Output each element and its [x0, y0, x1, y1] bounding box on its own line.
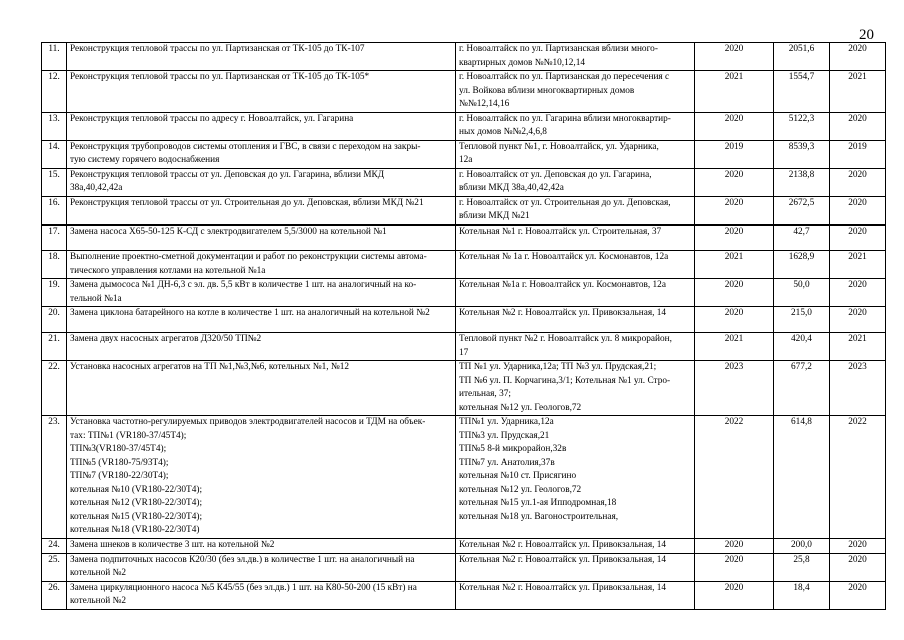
table-row: [42, 251, 886, 279]
location-line: г. Новоалтайск от ул. Строительная до ул. Деповская,: [459, 197, 671, 208]
location-line: Котельная №1а г. Новоалтайск ул. Космонавтов, 12а: [459, 280, 666, 290]
row-number: 24.: [42, 538, 67, 553]
cost-amount: 677,2: [774, 361, 830, 416]
cost-amount: 420,4: [774, 333, 830, 361]
location-line: котельная №15 ул.1-ая Ипподромная,18: [459, 498, 617, 508]
measure-location: [456, 333, 695, 361]
start-year: 2023: [695, 361, 774, 416]
table-row: [42, 168, 886, 196]
row-number: 21.: [42, 333, 67, 361]
cost-amount: 2672,5: [774, 196, 830, 225]
location-line: ТП№7 ул. Анатолия,37в: [459, 457, 555, 468]
cost-amount: 1628,9: [774, 251, 830, 279]
cost-amount: 8539,3: [774, 140, 830, 168]
measure-description: [67, 361, 456, 416]
start-year: 2020: [695, 168, 774, 196]
table-row: [42, 71, 886, 113]
location-line: Котельная №1 г. Новоалтайск ул. Строительная, 37: [459, 226, 662, 237]
description-line: ТП№7 (VR180-22/30Т4);: [70, 471, 169, 481]
location-line: г. Новоалтайск по ул. Партизанская до пересечения с: [459, 72, 670, 82]
description-line: Замена двух насосных агрегатов Д320/50 ТП№2: [70, 334, 262, 344]
row-number: 11.: [42, 43, 67, 71]
end-year: 2020: [830, 279, 886, 307]
description-line: Реконструкция трубопроводов системы отопления и ГВС, в связи с переходом на закры-: [70, 141, 421, 152]
start-year: 2020: [695, 196, 774, 225]
end-year: 2023: [830, 361, 886, 416]
start-year: 2020: [695, 307, 774, 333]
end-year: 2020: [830, 196, 886, 225]
measure-description: [67, 71, 456, 113]
measure-description: [67, 538, 456, 553]
table-row: [42, 43, 886, 71]
measure-description: [67, 140, 456, 168]
table-row: [42, 225, 886, 251]
measure-location: [456, 581, 695, 609]
table-body: [42, 43, 886, 610]
start-year: 2020: [695, 43, 774, 71]
description-line: Замена циркуляционного насоса №5 К45/55 (без эл.дв.) 1 шт. на К80-50-200 (15 кВт) на: [70, 582, 417, 593]
description-line: Реконструкция тепловой трассы по ул. Партизанская от ТК-105 до ТК-107: [70, 44, 365, 54]
measure-location: [456, 196, 695, 225]
location-line: г. Новоалтайск от ул. Деповская до ул. Гагарина,: [459, 169, 652, 180]
measure-location: [456, 71, 695, 113]
table-row: [42, 581, 886, 609]
description-line: Замена циклона батарейного на котле в количестве 1 шт. на аналогичный на котельной №2: [70, 308, 430, 318]
cost-amount: 215,0: [774, 307, 830, 333]
page-number: 20: [859, 27, 874, 43]
measure-description: [67, 581, 456, 609]
table-row: [42, 553, 886, 581]
description-line: ТП№5 (VR180-75/93Т4);: [70, 457, 169, 468]
description-line: Замена подпиточных насосов К20/30 (без эл.дв.) в количестве 1 шт. на аналогичный на: [70, 554, 415, 565]
table-row: [42, 279, 886, 307]
table-row: [42, 361, 886, 416]
location-line: квартирных домов №№10,12,14: [459, 57, 586, 68]
description-line: тах: ТП№1 (VR180-37/45Т4);: [70, 430, 187, 441]
start-year: 2021: [695, 71, 774, 113]
table-row: [42, 538, 886, 553]
row-number: 22.: [42, 361, 67, 416]
cost-amount: 200,0: [774, 538, 830, 553]
location-line: котельная №12 ул. Геологов,72: [459, 484, 582, 495]
measure-location: [456, 416, 695, 539]
description-line: котельная №18 (VR180-22/30Т4): [70, 525, 200, 535]
measure-description: [67, 43, 456, 71]
measure-location: [456, 361, 695, 416]
location-line: ТП №6 ул. П. Корчагина,3/1; Котельная №1 ул. Стро-: [459, 375, 671, 386]
start-year: 2022: [695, 416, 774, 539]
description-line: Реконструкция тепловой трассы по адресу г. Новоалтайск, ул. Гагарина: [70, 113, 354, 124]
end-year: 2020: [830, 581, 886, 609]
location-line: котельная №18 ул. Вагоностроительная,: [459, 511, 619, 522]
end-year: 2020: [830, 43, 886, 71]
description-line: Замена насоса Х65-50-125 К-СД с электродвигателем 5,5/3000 на котельной №1: [70, 226, 387, 237]
measure-location: [456, 538, 695, 553]
end-year: 2020: [830, 307, 886, 333]
row-number: 20.: [42, 307, 67, 333]
start-year: 2020: [695, 581, 774, 609]
measure-description: [67, 196, 456, 225]
measure-description: [67, 333, 456, 361]
measure-location: [456, 225, 695, 251]
location-line: вблизи МКД 38а,40,42,42а: [459, 183, 564, 193]
row-number: 26.: [42, 581, 67, 609]
table-row: [42, 140, 886, 168]
row-number: 17.: [42, 225, 67, 251]
location-line: Тепловой пункт №1, г. Новоалтайск, ул. Ударника,: [459, 141, 659, 152]
start-year: 2021: [695, 333, 774, 361]
location-line: ТП№3 ул. Прудская,21: [459, 430, 550, 441]
location-line: Тепловой пункт №2 г. Новоалтайск ул. 8 микрорайон,: [459, 334, 672, 344]
description-line: Реконструкция тепловой трассы от ул. Строительная до ул. Деповская, вблизи МКД №21: [70, 197, 424, 208]
location-line: ительная, 37;: [459, 389, 511, 399]
location-line: Котельная №2 г. Новоалтайск ул. Привокзальная, 14: [459, 582, 667, 593]
table-row: [42, 112, 886, 140]
description-line: Выполнение проектно-сметной документации и работ по реконструкции системы автома-: [70, 252, 427, 262]
description-line: Замена шнеков в количестве 3 шт. на котельной №2: [70, 539, 275, 550]
measure-description: [67, 225, 456, 251]
description-line: котельная №12 (VR180-22/30Т4);: [70, 498, 203, 508]
description-line: Установка частотно-регулируемых приводов электродвигателей насосов и ТДМ на объек-: [70, 417, 426, 427]
row-number: 13.: [42, 112, 67, 140]
location-line: Котельная №2 г. Новоалтайск ул. Привокзальная, 14: [459, 539, 667, 550]
cost-amount: 42,7: [774, 225, 830, 251]
cost-amount: 2051,6: [774, 43, 830, 71]
measure-description: [67, 112, 456, 140]
location-line: ных домов №№2,4,6,8: [459, 127, 547, 137]
location-line: Котельная № 1а г. Новоалтайск ул. Космонавтов, 12а: [459, 252, 669, 262]
description-line: ТП№3(VR180-37/45Т4);: [70, 444, 167, 454]
cost-amount: 1554,7: [774, 71, 830, 113]
measure-description: [67, 553, 456, 581]
measure-description: [67, 416, 456, 539]
row-number: 15.: [42, 168, 67, 196]
row-number: 23.: [42, 416, 67, 539]
table-row: [42, 333, 886, 361]
start-year: 2020: [695, 112, 774, 140]
cost-amount: 18,4: [774, 581, 830, 609]
location-line: ул. Войкова вблизи многоквартирных домов: [459, 85, 635, 96]
row-number: 12.: [42, 71, 67, 113]
description-line: Реконструкция тепловой трассы по ул. Партизанская от ТК-105 до ТК-105*: [70, 72, 370, 82]
description-line: котельная №10 (VR180-22/30Т4);: [70, 484, 203, 495]
end-year: 2020: [830, 112, 886, 140]
measure-description: [67, 251, 456, 279]
location-line: 17: [459, 347, 469, 358]
table-row: [42, 416, 886, 539]
row-number: 25.: [42, 553, 67, 581]
location-line: ТП №1 ул. Ударника,12а; ТП №3 ул. Прудская,21;: [459, 362, 657, 372]
location-line: Котельная №2 г. Новоалтайск ул. Привокзальная, 14: [459, 554, 667, 565]
description-line: котельной №2: [70, 568, 127, 578]
measure-location: [456, 112, 695, 140]
end-year: 2021: [830, 71, 886, 113]
location-line: ТП№5 8-й микрорайон,32в: [459, 444, 567, 454]
description-line: котельной №2: [70, 596, 127, 606]
measure-description: [67, 168, 456, 196]
location-line: г. Новоалтайск по ул. Партизанская вблизи много-: [459, 44, 658, 54]
measure-location: [456, 307, 695, 333]
measures-table: [41, 42, 886, 610]
cost-amount: 5122,3: [774, 112, 830, 140]
measure-description: [67, 279, 456, 307]
measure-location: [456, 251, 695, 279]
end-year: 2020: [830, 225, 886, 251]
start-year: 2021: [695, 251, 774, 279]
row-number: 16.: [42, 196, 67, 225]
cost-amount: 25,8: [774, 553, 830, 581]
start-year: 2020: [695, 553, 774, 581]
end-year: 2019: [830, 140, 886, 168]
location-line: котельная №12 ул. Геологов,72: [459, 402, 582, 413]
start-year: 2019: [695, 140, 774, 168]
description-line: котельная №15 (VR180-22/30Т4);: [70, 511, 203, 522]
end-year: 2021: [830, 251, 886, 279]
measure-location: [456, 168, 695, 196]
description-line: 38а,40,42,42а: [70, 183, 123, 193]
measure-location: [456, 140, 695, 168]
description-line: Реконструкция тепловой трассы от ул. Деповская до ул. Гагарина, вблизи МКД: [70, 169, 385, 180]
description-line: тую систему горячего водоснабжения: [70, 155, 220, 165]
start-year: 2020: [695, 538, 774, 553]
row-number: 14.: [42, 140, 67, 168]
end-year: 2020: [830, 168, 886, 196]
location-line: ТП№1 ул. Ударника,12а: [459, 417, 554, 427]
end-year: 2020: [830, 538, 886, 553]
end-year: 2020: [830, 553, 886, 581]
measure-location: [456, 553, 695, 581]
cost-amount: 2138,8: [774, 168, 830, 196]
location-line: №№12,14,16: [459, 99, 510, 109]
end-year: 2021: [830, 333, 886, 361]
measure-location: [456, 43, 695, 71]
end-year: 2022: [830, 416, 886, 539]
table-row: [42, 307, 886, 333]
location-line: г. Новоалтайск по ул. Гагарина вблизи многоквартир-: [459, 113, 671, 124]
description-line: тического управления котлами на котельной №1а: [70, 265, 266, 276]
location-line: вблизи МКД №21: [459, 211, 530, 221]
location-line: котельная №10 ст. Присягино: [459, 471, 577, 481]
start-year: 2020: [695, 225, 774, 251]
measure-description: [67, 307, 456, 333]
description-line: тельной №1а: [70, 293, 122, 304]
cost-amount: 50,0: [774, 279, 830, 307]
measure-location: [456, 279, 695, 307]
location-line: 12а: [459, 155, 473, 165]
start-year: 2020: [695, 279, 774, 307]
row-number: 18.: [42, 251, 67, 279]
description-line: Замена дымососа №1 ДН-6,3 с эл. дв. 5,5 кВт в количестве 1 шт. на аналогичный на ко-: [70, 280, 417, 290]
location-line: Котельная №2 г. Новоалтайск ул. Привокзальная, 14: [459, 308, 667, 318]
description-line: Установка насосных агрегатов на ТП №1,№3,№6, котельных №1, №12: [70, 362, 350, 372]
row-number: 19.: [42, 279, 67, 307]
table-row: [42, 196, 886, 225]
cost-amount: 614,8: [774, 416, 830, 539]
